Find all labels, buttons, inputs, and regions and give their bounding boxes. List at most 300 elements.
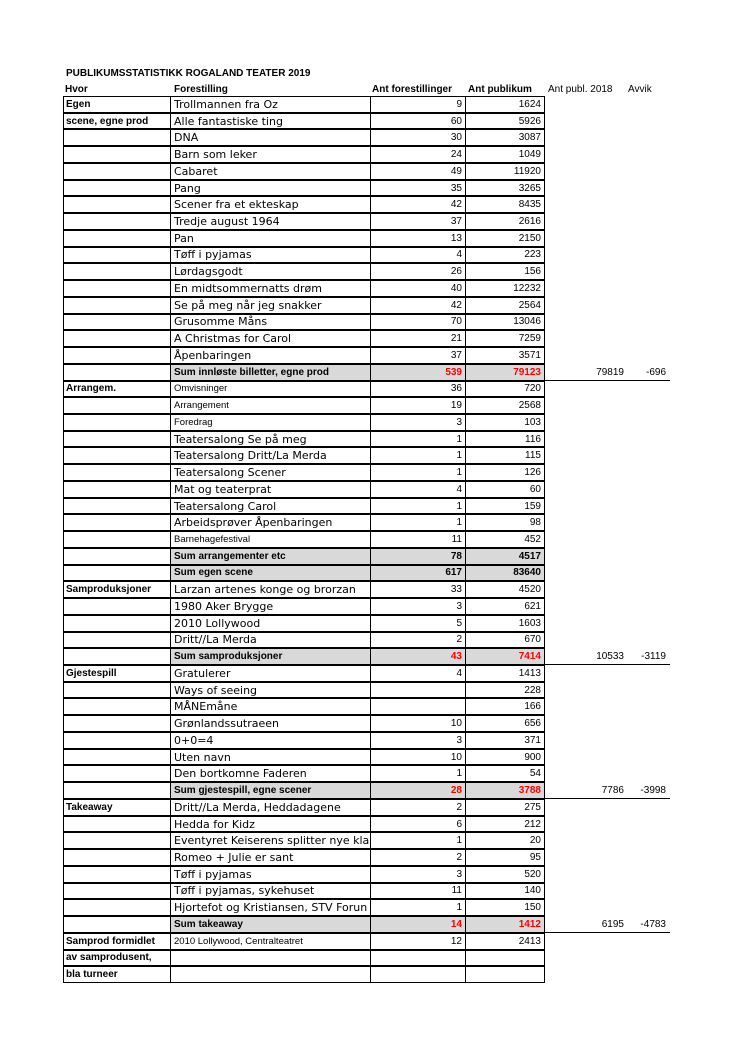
cell-ant-publikum <box>466 565 545 582</box>
cell-ant-publikum-text: 150 <box>524 902 541 914</box>
cell-ant-publikum <box>466 849 545 866</box>
table-row <box>0 531 746 548</box>
cell-forestilling-text: Barn som leker <box>174 148 257 162</box>
cell-forestilling <box>171 615 371 632</box>
cell-ant-forestillinger-text: 49 <box>450 165 462 177</box>
cell-hvor <box>63 481 171 498</box>
cell-ant-publikum <box>466 129 545 146</box>
cell-ant-publikum <box>466 514 545 531</box>
cell-hvor <box>63 196 171 213</box>
cell-forestilling <box>171 581 371 598</box>
cell-ant-publ-2018 <box>548 916 624 933</box>
cell-forestilling <box>171 464 371 481</box>
cell-ant-publikum-text: 3571 <box>518 349 541 361</box>
cell-ant-forestillinger <box>371 96 466 113</box>
cell-hvor <box>63 581 171 598</box>
cell-forestilling <box>171 381 371 398</box>
cell-ant-forestillinger-text: 617 <box>445 567 462 579</box>
cell-ant-publikum-text: 2150 <box>518 232 541 244</box>
cell-ant-publikum-text: 1049 <box>518 149 541 161</box>
cell-ant-publikum-text: 103 <box>524 416 541 428</box>
cell-ant-forestillinger <box>371 799 466 816</box>
cell-ant-publikum-text: 95 <box>529 851 541 863</box>
cell-ant-forestillinger <box>371 414 466 431</box>
cell-ant-publikum <box>466 615 545 632</box>
cell-ant-forestillinger <box>371 598 466 615</box>
cell-avvik <box>628 916 666 933</box>
cell-forestilling <box>171 665 371 682</box>
header-avvik: Avvik <box>628 84 652 95</box>
table-row <box>0 96 746 113</box>
cell-ant-publikum <box>466 648 545 665</box>
cell-ant-publikum-text: 371 <box>524 734 541 746</box>
cell-ant-publikum <box>466 347 545 364</box>
cell-ant-forestillinger <box>371 782 466 799</box>
table-row <box>0 581 746 598</box>
header-ant-publikum: Ant publikum <box>468 84 532 95</box>
cell-ant-publikum-text: 2413 <box>518 935 541 947</box>
cell-ant-forestillinger <box>371 531 466 548</box>
cell-forestilling-text: Teatersalong Se på meg <box>174 432 307 446</box>
cell-forestilling <box>171 966 371 983</box>
cell-hvor <box>63 899 171 916</box>
cell-ant-publ-2018 <box>548 364 624 381</box>
cell-forestilling-text: Omvisninger <box>174 383 228 395</box>
cell-forestilling <box>171 481 371 498</box>
cell-hvor <box>63 213 171 230</box>
cell-ant-forestillinger <box>371 230 466 247</box>
cell-forestilling <box>171 213 371 230</box>
table-row <box>0 883 746 900</box>
sum-row <box>0 565 746 582</box>
cell-forestilling-text: Romeo + Julie er sant <box>174 850 294 864</box>
cell-forestilling <box>171 113 371 130</box>
cell-ant-forestillinger <box>371 565 466 582</box>
cell-ant-forestillinger <box>371 933 466 950</box>
cell-ant-publikum-text: 1412 <box>518 918 541 930</box>
cell-ant-forestillinger <box>371 916 466 933</box>
cell-ant-publikum-text: 670 <box>524 634 541 646</box>
cell-ant-forestillinger-text: 42 <box>450 299 462 311</box>
header-forestilling: Forestilling <box>174 84 228 95</box>
cell-ant-forestillinger-text: 2 <box>456 801 462 813</box>
cell-ant-forestillinger-text: 37 <box>450 349 462 361</box>
cell-ant-publikum <box>466 732 545 749</box>
cell-forestilling <box>171 431 371 448</box>
cell-ant-forestillinger <box>371 146 466 163</box>
cell-ant-forestillinger-text: 26 <box>450 266 462 278</box>
cell-forestilling <box>171 196 371 213</box>
cell-ant-forestillinger <box>371 196 466 213</box>
cell-hvor <box>63 414 171 431</box>
cell-forestilling-text: Grusomme Måns <box>174 315 268 329</box>
cell-forestilling <box>171 280 371 297</box>
cell-ant-forestillinger-text: 28 <box>450 785 462 797</box>
cell-hvor-text: Arrangem. <box>66 383 117 395</box>
table-row <box>0 732 746 749</box>
cell-forestilling <box>171 849 371 866</box>
cell-ant-forestillinger <box>371 950 466 967</box>
sheet-title: PUBLIKUMSSTATISTIKK ROGALAND TEATER 2019 <box>66 68 311 79</box>
cell-ant-forestillinger-text: 24 <box>450 149 462 161</box>
cell-ant-publikum <box>466 782 545 799</box>
cell-forestilling <box>171 414 371 431</box>
cell-ant-publikum-text: 83640 <box>513 567 541 579</box>
cell-ant-forestillinger-text: 21 <box>450 333 462 345</box>
table-row <box>0 447 746 464</box>
cell-forestilling-text: Se på meg når jeg snakker <box>174 298 322 312</box>
cell-ant-forestillinger <box>371 330 466 347</box>
table-row <box>0 615 746 632</box>
cell-forestilling <box>171 447 371 464</box>
table-row <box>0 297 746 314</box>
cell-ant-publikum-text: 156 <box>524 266 541 278</box>
cell-ant-publikum-text: 126 <box>524 467 541 479</box>
table-row <box>0 247 746 264</box>
cell-ant-forestillinger <box>371 866 466 883</box>
cell-ant-publikum <box>466 431 545 448</box>
cell-forestilling <box>171 129 371 146</box>
cell-forestilling <box>171 514 371 531</box>
cell-hvor <box>63 96 171 113</box>
cell-forestilling <box>171 347 371 364</box>
cell-ant-forestillinger-text: 13 <box>450 232 462 244</box>
cell-forestilling-text: Gratulerer <box>174 666 231 680</box>
cell-ant-forestillinger <box>371 632 466 649</box>
cell-ant-forestillinger <box>371 816 466 833</box>
cell-ant-publikum <box>466 581 545 598</box>
cell-ant-publikum <box>466 816 545 833</box>
cell-ant-forestillinger-text: 1 <box>456 467 462 479</box>
cell-hvor <box>63 548 171 565</box>
cell-ant-publikum <box>466 883 545 900</box>
cell-ant-publikum <box>466 397 545 414</box>
cell-hvor <box>63 765 171 782</box>
cell-forestilling-text: Foredrag <box>174 416 213 428</box>
cell-forestilling-text: Teatersalong Carol <box>174 499 277 513</box>
cell-hvor <box>63 615 171 632</box>
cell-forestilling <box>171 247 371 264</box>
cell-hvor <box>63 933 171 950</box>
cell-ant-forestillinger-text: 33 <box>450 584 462 596</box>
cell-hvor <box>63 280 171 297</box>
cell-ant-publikum <box>466 916 545 933</box>
cell-forestilling <box>171 782 371 799</box>
cell-forestilling-text: 1980 Aker Brygge <box>174 599 274 613</box>
table-row <box>0 129 746 146</box>
cell-ant-publikum-text: 4517 <box>518 550 541 562</box>
cell-ant-publikum-text: 2616 <box>518 216 541 227</box>
cell-forestilling <box>171 765 371 782</box>
cell-forestilling <box>171 548 371 565</box>
cell-ant-forestillinger <box>371 347 466 364</box>
cell-ant-publikum-text: 621 <box>524 600 541 612</box>
cell-forestilling-text: Dritt//La Merda, Heddadagene <box>174 800 341 814</box>
cell-ant-forestillinger <box>371 765 466 782</box>
cell-forestilling-text: Åpenbaringen <box>174 348 252 362</box>
table-row <box>0 698 746 715</box>
cell-ant-publikum-text: 7414 <box>518 651 541 663</box>
cell-forestilling-text: Pang <box>174 181 201 195</box>
cell-ant-publikum <box>466 113 545 130</box>
cell-hvor <box>63 950 171 967</box>
cell-ant-publikum <box>466 749 545 766</box>
cell-ant-forestillinger <box>371 397 466 414</box>
cell-hvor-text: scene, egne prod <box>66 115 149 127</box>
cell-ant-publikum <box>466 163 545 180</box>
cell-forestilling <box>171 799 371 816</box>
cell-hvor <box>63 230 171 247</box>
cell-forestilling-text: Hedda for Kidz <box>174 817 255 831</box>
cell-forestilling-text: MÅNEmåne <box>174 700 238 714</box>
cell-ant-publikum-text: 228 <box>524 684 541 696</box>
cell-ant-publ-2018-text: 10533 <box>596 651 624 663</box>
cell-ant-forestillinger-text: 3 <box>456 868 462 880</box>
cell-forestilling-text: Tredje august 1964 <box>174 215 280 228</box>
cell-ant-publikum <box>466 899 545 916</box>
cell-ant-publikum-text: 900 <box>524 751 541 763</box>
cell-ant-publikum <box>466 933 545 950</box>
cell-ant-publikum-text: 166 <box>524 701 541 713</box>
cell-hvor <box>63 314 171 331</box>
cell-forestilling-text: Lørdagsgodt <box>174 265 243 279</box>
cell-ant-forestillinger <box>371 213 466 230</box>
cell-ant-publikum <box>466 715 545 732</box>
cell-forestilling <box>171 698 371 715</box>
cell-forestilling-text: Ways of seeing <box>174 683 258 697</box>
table-row <box>0 414 746 431</box>
cell-ant-forestillinger <box>371 883 466 900</box>
cell-hvor-text: Takeaway <box>66 801 113 813</box>
cell-ant-publikum <box>466 598 545 615</box>
cell-ant-forestillinger-text: 5 <box>456 617 462 629</box>
cell-ant-forestillinger <box>371 481 466 498</box>
cell-forestilling <box>171 715 371 732</box>
cell-ant-forestillinger <box>371 280 466 297</box>
cell-ant-publikum <box>466 531 545 548</box>
table-row <box>0 464 746 481</box>
cell-ant-forestillinger-text: 1 <box>456 433 462 445</box>
cell-ant-publikum <box>466 364 545 381</box>
cell-ant-forestillinger <box>371 464 466 481</box>
cell-ant-publikum-text: 140 <box>524 885 541 897</box>
cell-forestilling <box>171 397 371 414</box>
cell-ant-publikum <box>466 381 545 398</box>
cell-hvor <box>63 447 171 464</box>
cell-ant-forestillinger-text: 36 <box>450 383 462 395</box>
table-row <box>0 933 746 950</box>
cell-forestilling <box>171 832 371 849</box>
table-row <box>0 816 746 833</box>
cell-ant-forestillinger-text: 60 <box>450 115 462 127</box>
cell-ant-publikum-text: 98 <box>529 517 541 529</box>
cell-ant-forestillinger <box>371 381 466 398</box>
cell-forestilling-text: Arbeidsprøver Åpenbaringen <box>174 516 333 530</box>
table-row <box>0 849 746 866</box>
cell-ant-publikum-text: 79123 <box>513 366 541 378</box>
cell-ant-publikum-text: 60 <box>529 483 541 495</box>
cell-ant-forestillinger <box>371 899 466 916</box>
cell-ant-publikum-text: 7259 <box>518 333 541 345</box>
cell-forestilling-text: Teatersalong Dritt/La Merda <box>174 449 327 463</box>
cell-ant-publikum-text: 275 <box>524 801 541 813</box>
cell-hvor <box>63 849 171 866</box>
cell-ant-publikum <box>466 682 545 699</box>
cell-ant-publikum <box>466 96 545 113</box>
cell-forestilling-text: Sum samproduksjoner <box>174 651 283 663</box>
cell-hvor <box>63 347 171 364</box>
table-row <box>0 314 746 331</box>
cell-ant-publikum-text: 223 <box>524 249 541 261</box>
cell-ant-forestillinger-text: 12 <box>450 935 462 947</box>
cell-forestilling <box>171 866 371 883</box>
sum-row <box>0 548 746 565</box>
cell-hvor <box>63 632 171 649</box>
cell-ant-publikum <box>466 230 545 247</box>
cell-forestilling-text: A Christmas for Carol <box>174 332 292 346</box>
cell-ant-publikum <box>466 966 545 983</box>
cell-ant-forestillinger-text: 1 <box>456 500 462 512</box>
cell-forestilling <box>171 297 371 314</box>
cell-ant-forestillinger-text: 14 <box>450 918 462 930</box>
cell-ant-publikum <box>466 498 545 515</box>
cell-ant-forestillinger <box>371 447 466 464</box>
cell-ant-publikum-text: 12232 <box>513 282 541 294</box>
cell-ant-publikum <box>466 247 545 264</box>
cell-ant-publikum-text: 54 <box>529 768 541 780</box>
cell-ant-publikum <box>466 263 545 280</box>
cell-forestilling-text: Uten navn <box>174 750 231 764</box>
table-row <box>0 832 746 849</box>
cell-ant-forestillinger-text: 4 <box>456 483 462 495</box>
table-row <box>0 866 746 883</box>
cell-avvik-text: -696 <box>645 366 666 378</box>
cell-ant-forestillinger-text: 2 <box>456 634 462 646</box>
cell-ant-forestillinger <box>371 314 466 331</box>
cell-hvor <box>63 514 171 531</box>
cell-forestilling <box>171 163 371 180</box>
cell-ant-publikum-text: 115 <box>525 450 541 462</box>
cell-forestilling <box>171 632 371 649</box>
cell-hvor <box>63 883 171 900</box>
cell-forestilling-text: En midtsommernatts drøm <box>174 281 322 295</box>
cell-hvor <box>63 565 171 582</box>
cell-forestilling-text: Larzan artenes konge og brorzan <box>174 583 356 597</box>
cell-hvor-text: Egen <box>66 98 91 110</box>
cell-ant-forestillinger <box>371 665 466 682</box>
table-row <box>0 381 746 398</box>
cell-ant-publikum <box>466 665 545 682</box>
cell-forestilling <box>171 314 371 331</box>
cell-hvor-text: bla turneer <box>66 969 118 981</box>
cell-avvik-text: -3998 <box>640 785 666 797</box>
cell-ant-forestillinger-text: 1 <box>456 517 462 529</box>
cell-ant-publikum-text: 720 <box>524 383 541 395</box>
cell-hvor-text: av samprodusent, <box>66 952 152 964</box>
cell-forestilling <box>171 180 371 197</box>
cell-forestilling-text: Den bortkomne Faderen <box>174 767 307 781</box>
cell-hvor <box>63 364 171 381</box>
cell-hvor <box>63 531 171 548</box>
cell-hvor <box>63 129 171 146</box>
table-row <box>0 113 746 130</box>
cell-forestilling <box>171 531 371 548</box>
table-row <box>0 163 746 180</box>
table-row <box>0 514 746 531</box>
header-hvor: Hvor <box>65 84 88 95</box>
cell-ant-publikum <box>466 447 545 464</box>
cell-ant-publikum <box>466 180 545 197</box>
table-row <box>0 598 746 615</box>
cell-forestilling <box>171 598 371 615</box>
cell-forestilling-text: 2010 Lollywood, Centralteatret <box>174 935 303 947</box>
cell-ant-publikum <box>466 196 545 213</box>
cell-ant-forestillinger <box>371 514 466 531</box>
cell-ant-forestillinger <box>371 682 466 699</box>
cell-ant-forestillinger-text: 78 <box>450 550 462 562</box>
cell-forestilling <box>171 883 371 900</box>
table-row <box>0 481 746 498</box>
table-row <box>0 950 746 967</box>
cell-ant-forestillinger <box>371 247 466 264</box>
cell-ant-forestillinger <box>371 431 466 448</box>
table-row <box>0 347 746 364</box>
cell-hvor <box>63 464 171 481</box>
cell-hvor-text: Samprod formidlet <box>66 935 155 947</box>
cell-forestilling-text: Hjortefot og Kristiansen, STV Forun <box>174 901 368 915</box>
cell-ant-publikum <box>466 632 545 649</box>
cell-ant-forestillinger-text: 42 <box>450 199 462 211</box>
cell-forestilling-text: Tøff i pyjamas <box>174 867 252 881</box>
cell-ant-publikum-text: 4520 <box>518 584 541 596</box>
cell-ant-forestillinger-text: 1 <box>456 450 462 462</box>
table-row <box>0 799 746 816</box>
cell-ant-forestillinger-text: 70 <box>450 316 462 328</box>
table-row <box>0 498 746 515</box>
cell-forestilling-text: Eventyret Keiserens splitter nye kla <box>174 834 370 848</box>
table-row <box>0 682 746 699</box>
cell-forestilling <box>171 732 371 749</box>
cell-ant-publikum-text: 452 <box>524 533 541 545</box>
cell-hvor <box>63 715 171 732</box>
cell-hvor-text: Samproduksjoner <box>66 584 152 596</box>
cell-ant-publ-2018 <box>548 648 624 665</box>
cell-hvor <box>63 431 171 448</box>
cell-ant-forestillinger <box>371 849 466 866</box>
cell-forestilling <box>171 749 371 766</box>
cell-forestilling <box>171 146 371 163</box>
cell-forestilling-text: Pan <box>174 231 194 245</box>
cell-forestilling <box>171 950 371 967</box>
cell-ant-publikum-text: 656 <box>524 718 541 730</box>
cell-hvor <box>63 381 171 398</box>
cell-forestilling <box>171 330 371 347</box>
cell-forestilling-text: Sum arrangementer etc <box>174 550 286 562</box>
table-row <box>0 263 746 280</box>
cell-forestilling-text: Sum takeaway <box>174 918 243 930</box>
cell-ant-publikum <box>466 765 545 782</box>
cell-ant-publikum <box>466 799 545 816</box>
cell-ant-forestillinger <box>371 263 466 280</box>
cell-forestilling-text: Trollmannen fra Oz <box>174 97 278 111</box>
cell-forestilling <box>171 263 371 280</box>
cell-ant-publikum-text: 3788 <box>518 785 541 797</box>
cell-ant-forestillinger <box>371 715 466 732</box>
table-row <box>0 230 746 247</box>
cell-forestilling-text: Sum gjestespill, egne scener <box>174 785 312 797</box>
table-row <box>0 665 746 682</box>
cell-forestilling-text: Tøff i pyjamas <box>174 248 252 262</box>
